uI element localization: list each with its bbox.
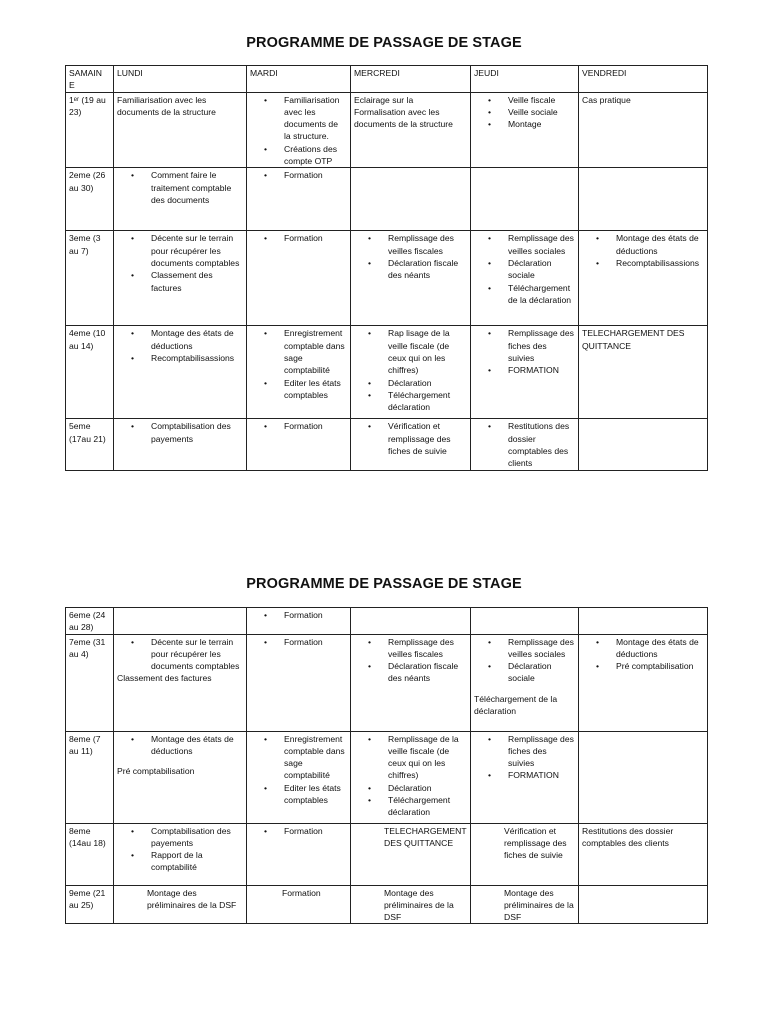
- day-cell: [579, 92, 708, 168]
- bullet-list: [117, 420, 243, 445]
- table-row: [66, 168, 708, 231]
- list-item: • Rapport de la comptabilité: [151, 849, 243, 874]
- cell-text-indented: Montage des préliminaires de la DSF: [147, 887, 237, 910]
- bullet-list: [250, 94, 347, 168]
- table-row: [66, 419, 708, 470]
- day-cell: [579, 823, 708, 885]
- bullet-list: [354, 420, 467, 457]
- list-item: • Formation: [284, 420, 347, 432]
- week-cell: 1ᵉʳ (19 au 23): [66, 92, 114, 168]
- day-cell: [579, 731, 708, 823]
- list-item: • Formation: [284, 169, 347, 181]
- page-title-2: PROGRAMME DE PASSAGE DE STAGE: [246, 576, 522, 592]
- bullet-list: [250, 636, 347, 648]
- day-cell: [247, 419, 351, 470]
- bullet-list: [354, 327, 467, 413]
- day-cell: [351, 419, 471, 470]
- list-item: • Formation: [284, 232, 347, 244]
- bullet-list: [250, 825, 347, 837]
- week-cell: 7eme (31 au 4): [66, 634, 114, 731]
- day-cell: [471, 823, 579, 885]
- list-item: • Formation: [284, 609, 347, 621]
- bullet-list: [117, 232, 243, 293]
- list-item: • Remplissage des veilles sociales: [508, 232, 575, 257]
- bullet-list: [250, 609, 347, 621]
- bullet-list: [474, 733, 575, 782]
- list-item: • Pré comptabilisation: [616, 660, 704, 672]
- week-cell: 9eme (21 au 25): [66, 885, 114, 924]
- list-item: • Veille sociale: [508, 106, 575, 118]
- bullet-list: [354, 636, 467, 685]
- bullet-list: [250, 169, 347, 181]
- cell-text-indented: TELECHARGEMENT DES QUITTANCE: [384, 825, 467, 848]
- bullet-list: [117, 733, 243, 758]
- list-item: • Montage des états de déductions: [616, 636, 704, 661]
- list-item: • Téléchargement déclaration: [388, 389, 467, 414]
- bullet-list: [117, 169, 243, 206]
- day-cell: [114, 885, 247, 924]
- day-cell: [247, 92, 351, 168]
- day-cell: [471, 326, 579, 419]
- day-cell: [471, 419, 579, 470]
- bullet-list: [250, 327, 347, 401]
- column-header: SAMAIN E: [66, 66, 114, 93]
- cell-text: Familiarisation avec les documents de la structure: [117, 94, 216, 117]
- day-cell: [471, 92, 579, 168]
- list-item: • Décente sur le terrain pour récupérer les documents comptables: [151, 232, 243, 269]
- list-item: • Téléchargement de la déclaration: [508, 282, 575, 307]
- bullet-list: [117, 636, 243, 673]
- list-item: • Comptabilisation des payements: [151, 825, 243, 850]
- day-cell: [471, 634, 579, 731]
- day-cell: [579, 608, 708, 635]
- bullet-list: [474, 232, 575, 306]
- table-row: [66, 326, 708, 419]
- list-item: • Montage des états de déductions: [151, 733, 243, 758]
- day-cell: [579, 419, 708, 470]
- list-item: • FORMATION: [508, 769, 575, 781]
- cell-note: Pré comptabilisation: [117, 766, 195, 777]
- day-cell: [114, 92, 247, 168]
- day-cell: [351, 231, 471, 326]
- week-cell: 6eme (24 au 28): [66, 608, 114, 635]
- list-item: • Comment faire le traitement comptable des documents: [151, 169, 243, 206]
- bullet-list: [474, 327, 575, 376]
- day-cell: [247, 231, 351, 326]
- list-item: • Remplissage des veilles fiscales: [388, 232, 467, 257]
- cell-text-indented: Vérification et remplissage des fiches de suivie: [504, 825, 567, 861]
- bullet-list: [117, 825, 243, 874]
- week-cell: 5eme (17au 21): [66, 419, 114, 470]
- bullet-list: [474, 636, 575, 685]
- list-item: • Enregistrement comptable dans sage comptabilité: [284, 327, 347, 376]
- cell-text: Eclairage sur la Formalisation avec les documents de la structure: [354, 94, 453, 130]
- day-cell: [351, 731, 471, 823]
- day-cell: [247, 885, 351, 924]
- day-cell: [579, 168, 708, 231]
- day-cell: [247, 823, 351, 885]
- table-row: [66, 823, 708, 885]
- day-cell: [114, 608, 247, 635]
- day-cell: [247, 731, 351, 823]
- day-cell: [579, 326, 708, 419]
- day-cell: [579, 634, 708, 731]
- day-cell: [471, 731, 579, 823]
- week-cell: 8eme (7 au 11): [66, 731, 114, 823]
- week-cell: 2eme (26 au 30): [66, 168, 114, 231]
- list-item: • Créations des compte OTP: [284, 143, 347, 168]
- list-item: • Remplissage de la veille fiscale (de ceux qui on les chiffres): [388, 733, 467, 782]
- list-item: • Editer les états comptables: [284, 782, 347, 807]
- list-item: • Veille fiscale: [508, 94, 575, 106]
- bullet-list: [117, 327, 243, 364]
- day-cell: [351, 326, 471, 419]
- cell-text: Restitutions des dossier comptables des clients: [582, 825, 674, 848]
- day-cell: [114, 634, 247, 731]
- day-cell: [247, 168, 351, 231]
- bullet-list: [354, 733, 467, 819]
- list-item: • Montage des états de déductions: [151, 327, 243, 352]
- cell-text-indented: Formation: [282, 887, 321, 898]
- list-item: • Comptabilisation des payements: [151, 420, 243, 445]
- table-row: [66, 885, 708, 924]
- list-item: • Téléchargement déclaration: [388, 794, 467, 819]
- table-row: [66, 634, 708, 731]
- list-item: • Formation: [284, 825, 347, 837]
- list-item: • Restitutions des dossier comptables des clients: [508, 420, 575, 469]
- list-item: • Formation: [284, 636, 347, 648]
- list-item: • Recomptabilisassions: [616, 257, 704, 269]
- cell-text-indented: Montage des préliminaires de la DSF: [384, 887, 454, 923]
- list-item: • Déclaration: [388, 377, 467, 389]
- list-item: • Familiarisation avec les documents de la structure.: [284, 94, 347, 143]
- bullet-list: [250, 733, 347, 807]
- list-item: • Recomptabilisassions: [151, 352, 243, 364]
- list-item: • Montage: [508, 118, 575, 130]
- list-item: • Déclaration sociale: [508, 257, 575, 282]
- cell-note: Téléchargement de la déclaration: [474, 693, 558, 717]
- schedule-table-2: [65, 607, 708, 924]
- list-item: • Editer les états comptables: [284, 377, 347, 402]
- week-cell: 8eme (14au 18): [66, 823, 114, 885]
- list-item: • Vérification et remplissage des fiches de suivie: [388, 420, 467, 457]
- bullet-list: [354, 232, 467, 281]
- cell-text-indented: Montage des préliminaires de la DSF: [504, 887, 574, 923]
- column-header: JEUDI: [471, 66, 579, 93]
- list-item: • Déclaration: [388, 782, 467, 794]
- list-item: • Enregistrement comptable dans sage comptabilité: [284, 733, 347, 782]
- day-cell: [471, 168, 579, 231]
- table-row: [66, 608, 708, 635]
- list-item: • Remplissage des fiches des suivies: [508, 327, 575, 364]
- bullet-list: [582, 232, 704, 269]
- day-cell: [247, 634, 351, 731]
- day-cell: [351, 885, 471, 924]
- list-item: • Déclaration fiscale des néants: [388, 660, 467, 685]
- cell-text: Cas pratique: [582, 94, 631, 105]
- table-row: [66, 731, 708, 823]
- day-cell: [114, 168, 247, 231]
- column-header: MERCREDI: [351, 66, 471, 93]
- day-cell: [351, 92, 471, 168]
- bullet-list: [474, 420, 575, 469]
- list-item: • Remplissage des veilles sociales: [508, 636, 575, 661]
- day-cell: [247, 326, 351, 419]
- day-cell: [471, 608, 579, 635]
- day-cell: [351, 823, 471, 885]
- list-item: • Décente sur le terrain pour récupérer les documents comptables: [151, 636, 243, 673]
- column-header: LUNDI: [114, 66, 247, 93]
- day-cell: [114, 731, 247, 823]
- table-row: [66, 92, 708, 168]
- week-cell: 4eme (10 au 14): [66, 326, 114, 419]
- day-cell: [471, 885, 579, 924]
- list-item: • Remplissage des veilles fiscales: [388, 636, 467, 661]
- day-cell: [114, 326, 247, 419]
- page-title-1: PROGRAMME DE PASSAGE DE STAGE: [246, 35, 522, 51]
- day-cell: [579, 885, 708, 924]
- header-row: [66, 66, 708, 93]
- day-cell: [114, 419, 247, 470]
- list-item: • Déclaration fiscale des néants: [388, 257, 467, 282]
- list-item: • Classement des factures: [151, 269, 243, 294]
- list-item: • Rap lisage de la veille fiscale (de ceux qui on les chiffres): [388, 327, 467, 376]
- day-cell: [247, 608, 351, 635]
- cell-text: TELECHARGEMENT DES QUITTANCE: [582, 328, 685, 351]
- bullet-list: [474, 94, 575, 131]
- day-cell: [114, 231, 247, 326]
- table-row: [66, 231, 708, 326]
- day-cell: [351, 608, 471, 635]
- day-cell: [579, 231, 708, 326]
- week-cell: 3eme (3 au 7): [66, 231, 114, 326]
- schedule-table-1: [65, 65, 708, 471]
- day-cell: [471, 231, 579, 326]
- cell-note: Classement des factures: [117, 673, 212, 684]
- day-cell: [114, 823, 247, 885]
- list-item: • Déclaration sociale: [508, 660, 575, 685]
- column-header: MARDI: [247, 66, 351, 93]
- day-cell: [351, 634, 471, 731]
- day-cell: [351, 168, 471, 231]
- bullet-list: [250, 420, 347, 432]
- list-item: • FORMATION: [508, 364, 575, 376]
- column-header: VENDREDI: [579, 66, 708, 93]
- list-item: • Remplissage des fiches des suivies: [508, 733, 575, 770]
- bullet-list: [250, 232, 347, 244]
- bullet-list: [582, 636, 704, 673]
- list-item: • Montage des états de déductions: [616, 232, 704, 257]
